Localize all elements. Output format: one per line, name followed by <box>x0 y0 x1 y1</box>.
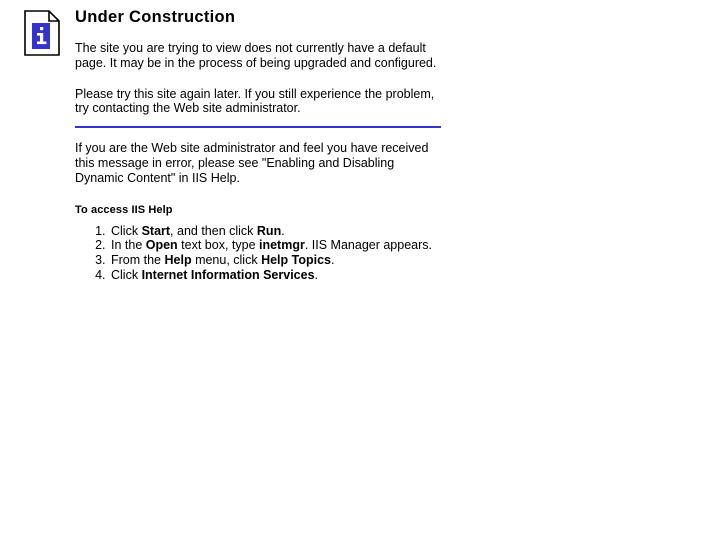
step-text-prefix: Click <box>111 267 142 282</box>
paragraph-try-later: Please try this site again later. If you still experience the problem, try contacting the Web site administrator. <box>75 86 435 116</box>
paragraph-default-page: The site you are trying to view does not currently have a default page. It may be in the process of being upgraded and configured. <box>75 41 437 70</box>
paragraph-administrator: If you are the Web site administrator and feel you have received this message in error, please see "Enabling and Disabling Dynamic Content" in IIS Help. <box>75 141 429 185</box>
step-text-suffix: . <box>330 253 335 268</box>
step-bold-1: Help <box>164 253 192 268</box>
step-text-suffix: . <box>314 267 319 282</box>
page-title: Under Construction <box>75 8 236 26</box>
step-text-suffix: . IIS Manager appears. <box>304 238 432 253</box>
step-text-prefix: Click <box>111 223 142 238</box>
subheading-iis-help: To access IIS Help <box>75 203 173 216</box>
step-bold-2: Help Topics <box>261 253 331 268</box>
content-column <box>75 8 445 283</box>
info-document-icon-svg <box>24 10 60 56</box>
step-text-middle: , and then click <box>170 223 257 238</box>
step-text-prefix: In the <box>111 238 146 253</box>
step-text-suffix: . <box>281 223 285 238</box>
list-item <box>109 238 445 253</box>
list-item <box>109 268 445 283</box>
step-text-middle: menu, click <box>191 253 262 268</box>
step-text-prefix: From the <box>111 253 165 268</box>
steps-list <box>75 224 445 283</box>
divider <box>75 126 441 128</box>
list-item <box>109 224 445 239</box>
list-item <box>109 253 445 268</box>
step-bold-2: Run <box>256 223 282 238</box>
step-bold-1: Internet Information Services <box>141 267 315 282</box>
step-text-middle: text box, type <box>177 238 259 253</box>
step-bold-1: Start <box>141 223 171 238</box>
info-document-icon <box>24 10 64 58</box>
step-bold-2: inetmgr <box>259 238 305 253</box>
step-bold-1: Open <box>145 238 178 253</box>
